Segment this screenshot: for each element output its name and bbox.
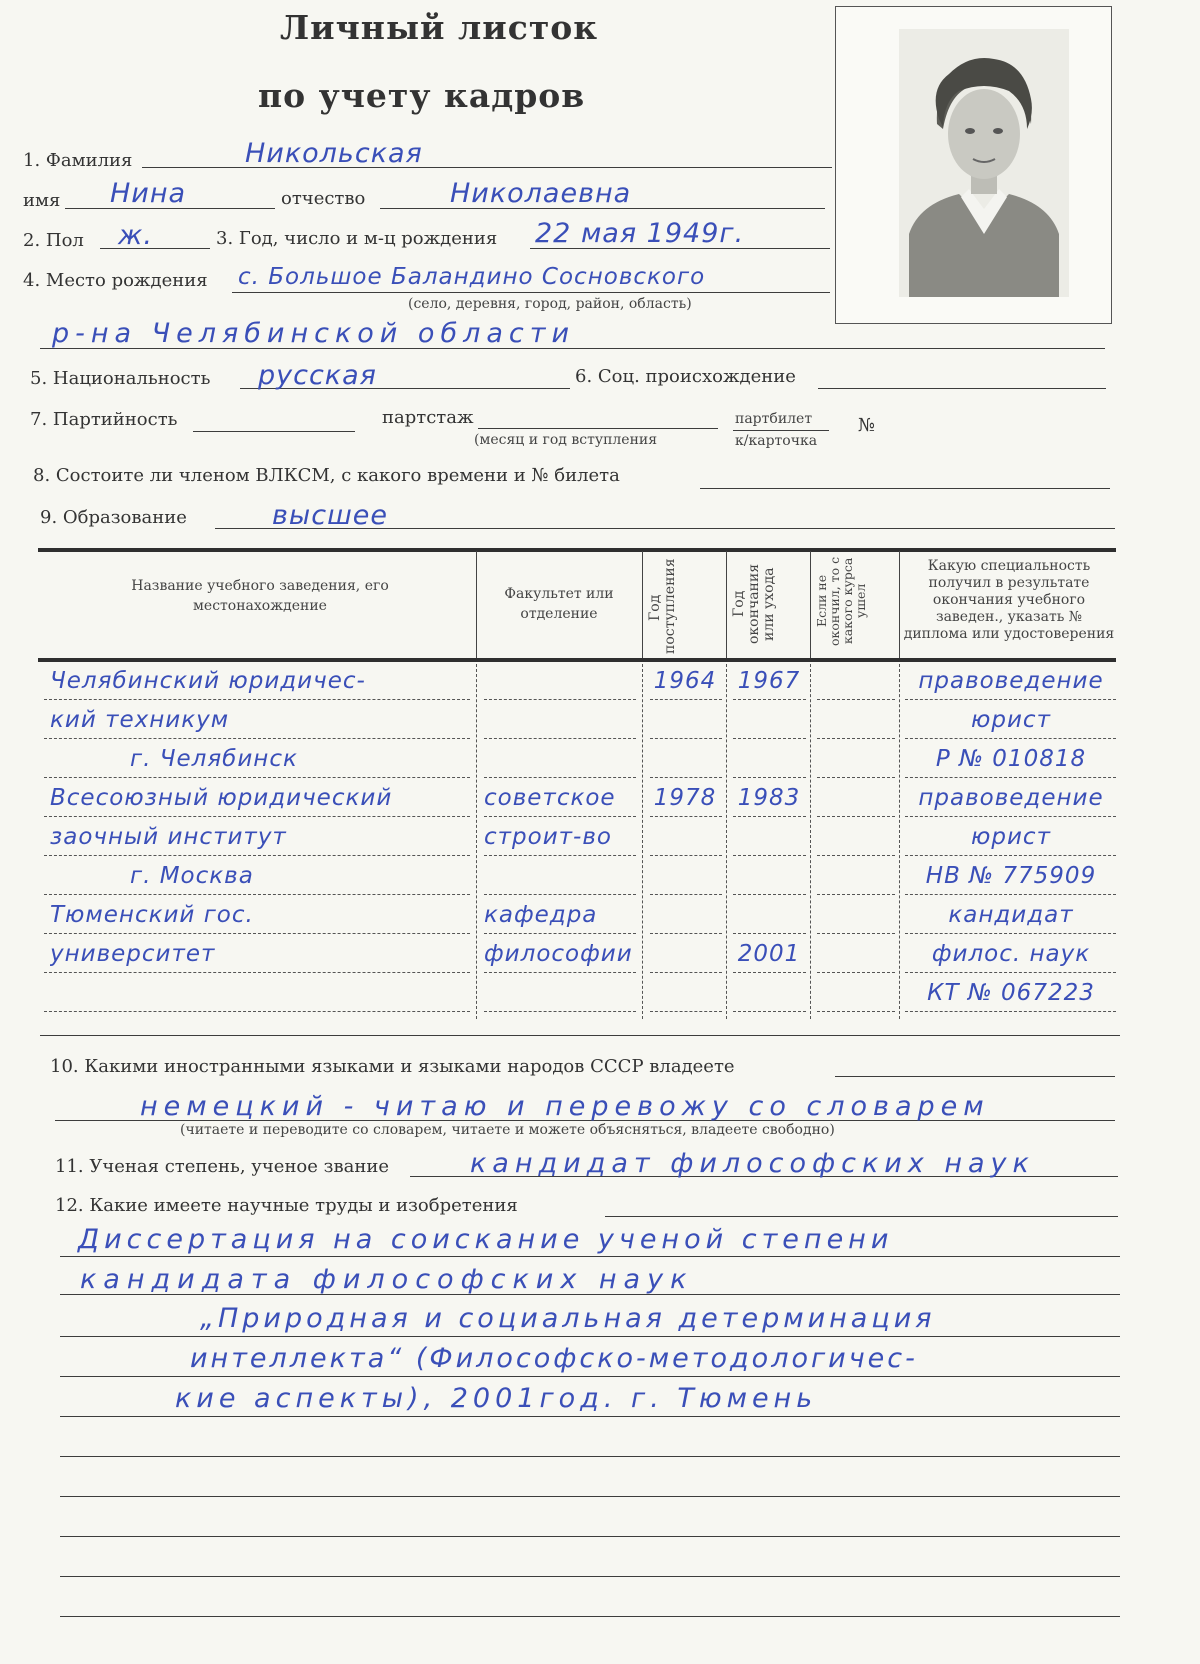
table-cell-institution: кий техникум [50, 709, 230, 732]
table-cell-institution: университет [50, 943, 216, 966]
nationality-value: русская [258, 360, 377, 391]
table-cell-faculty: философии [484, 943, 633, 966]
surname-value: Никольская [245, 138, 423, 169]
table-row-underline [650, 1011, 722, 1012]
sex-underline [100, 248, 210, 249]
works-line-7 [60, 1496, 1120, 1497]
table-row-underline [650, 972, 722, 973]
birthplace-label: 4. Место рождения [23, 270, 208, 291]
table-cell-faculty: строит-во [484, 826, 612, 849]
works-line-1 [60, 1256, 1120, 1257]
table-row-underline [817, 777, 895, 778]
table-row-underline [484, 1011, 636, 1012]
table-column-divider [642, 664, 643, 1019]
partbilet-divider [733, 430, 829, 431]
languages-underline-1 [835, 1076, 1115, 1077]
header-divider-4 [810, 551, 811, 658]
table-cell-year-in: 1978 [653, 787, 717, 810]
table-row-underline [817, 738, 895, 739]
birth-date-value: 22 мая 1949г. [535, 218, 745, 249]
table-column-divider [810, 664, 811, 1019]
table-cell-faculty: кафедра [484, 904, 598, 927]
works-text-5: кие аспекты), 2001год. г. Тюмень [175, 1383, 818, 1414]
table-cell-year-out: 1983 [737, 787, 801, 810]
card-label: к/карточка [735, 433, 818, 449]
header-year-in: Год поступления [647, 558, 678, 654]
vlksm-underline [700, 488, 1110, 489]
nationality-label: 5. Национальность [30, 368, 211, 389]
header-specialty: Какую специальность получил в результате окончания учебного заведен., указать № диплома или удостоверения [903, 558, 1115, 642]
table-cell-specialty: НВ № 775909 [925, 865, 1097, 888]
table-cell-specialty: КТ № 067223 [927, 982, 1095, 1005]
table-cell-institution: Челябинский юридичес- [50, 670, 366, 693]
works-line-6 [60, 1456, 1120, 1457]
table-cell-specialty: юрист [971, 826, 1051, 849]
table-row-underline [650, 738, 722, 739]
languages-label: 10. Какими иностранными языками и языками народов СССР владеете [50, 1056, 735, 1077]
partstazh-hint: (месяц и год вступления [474, 432, 658, 448]
portrait-photo-icon [899, 29, 1069, 297]
table-cell-specialty: правоведение [918, 670, 1104, 693]
table-row-underline [817, 894, 895, 895]
works-line-5 [60, 1416, 1120, 1417]
party-underline [193, 431, 355, 432]
sex-value: ж. [118, 220, 153, 251]
table-cell-specialty: филос. наук [931, 943, 1091, 966]
table-row-underline [905, 933, 1116, 934]
table-cell-specialty: кандидат [948, 904, 1074, 927]
table-cell-specialty: правоведение [918, 787, 1104, 810]
sex-label: 2. Пол [23, 230, 84, 251]
name-value: Нина [110, 178, 187, 209]
patronymic-label: отчество [281, 188, 366, 209]
table-row-underline [817, 855, 895, 856]
table-row-underline [905, 816, 1116, 817]
header-faculty: Факультет или отделение [504, 586, 614, 622]
table-column-divider [899, 664, 900, 1019]
table-row-underline [650, 777, 722, 778]
table-row-underline [484, 972, 636, 973]
table-row-underline [44, 816, 470, 817]
works-label: 12. Какие имеете научные труды и изобретения [55, 1195, 518, 1216]
partbilet-label: партбилет [735, 411, 813, 427]
table-row-underline [484, 933, 636, 934]
table-row-underline [44, 699, 470, 700]
education-value: высшее [272, 500, 389, 531]
table-cell-institution: г. Челябинск [130, 748, 298, 771]
table-cell-year-out: 1967 [737, 670, 801, 693]
works-text-4: интеллекта“ (Философско-методологичес- [190, 1343, 918, 1374]
table-cell-year-in: 1964 [653, 670, 717, 693]
table-row-underline [905, 855, 1116, 856]
degree-label: 11. Ученая степень, ученое звание [55, 1156, 389, 1177]
header-unfinished: Если не окончил, то с какого курса ушел [814, 556, 868, 646]
title-line-1: Личный листок [280, 8, 599, 47]
header-divider-2 [642, 551, 643, 658]
languages-hint: (читаете и переводите со словарем, читаете и можете объясняться, владеете свободно) [180, 1122, 835, 1138]
social-origin-underline [818, 388, 1106, 389]
birthplace-value-2: р-на Челябинской области [52, 318, 576, 349]
table-row-underline [905, 894, 1116, 895]
table-row-underline [905, 972, 1116, 973]
header-divider-1 [476, 551, 477, 658]
table-cell-specialty: юрист [971, 709, 1051, 732]
table-header-border [38, 658, 1116, 662]
table-row-underline [484, 738, 636, 739]
works-text-2: кандидата философских наук [80, 1264, 694, 1295]
table-row-underline [905, 1011, 1116, 1012]
vlksm-label: 8. Состоите ли членом ВЛКСМ, с какого времени и № билета [33, 465, 620, 486]
table-row-underline [733, 1011, 806, 1012]
table-row-underline [484, 894, 636, 895]
table-row-underline [817, 816, 895, 817]
birthplace-underline-1 [232, 292, 830, 293]
works-line-10 [60, 1616, 1120, 1617]
table-row-underline [484, 855, 636, 856]
table-row-underline [817, 1011, 895, 1012]
table-cell-institution: Тюменский гос. [50, 904, 254, 927]
table-row-underline [905, 777, 1116, 778]
table-row-underline [44, 738, 470, 739]
table-row-underline [44, 777, 470, 778]
table-row-underline [733, 972, 806, 973]
table-row-underline [905, 699, 1116, 700]
table-row-underline [650, 855, 722, 856]
table-row-underline [44, 933, 470, 934]
education-label: 9. Образование [40, 507, 187, 528]
table-row-underline [733, 894, 806, 895]
table-cell-institution: Всесоюзный юридический [50, 787, 393, 810]
birthplace-value-1: с. Большое Баландино Сосновского [238, 264, 706, 290]
degree-value: кандидат философских наук [470, 1148, 1035, 1179]
table-row-underline [650, 816, 722, 817]
table-row-underline [44, 972, 470, 973]
works-line-8 [60, 1536, 1120, 1537]
birth-date-label: 3. Год, число и м-ц рождения [216, 228, 498, 249]
header-year-out: Год окончания или ухода [731, 563, 777, 645]
table-row-underline [817, 699, 895, 700]
table-cell-year-out: 2001 [737, 943, 801, 966]
works-text-3: „Природная и социальная детерминация [200, 1303, 936, 1334]
table-top-border [38, 548, 1116, 552]
table-row-underline [44, 1011, 470, 1012]
table-row-underline [733, 777, 806, 778]
works-line-3 [60, 1336, 1120, 1337]
table-row-underline [905, 738, 1116, 739]
works-line-9 [60, 1576, 1120, 1577]
works-text-1: Диссертация на соискание ученой степени [78, 1224, 894, 1255]
table-row-underline [44, 855, 470, 856]
header-divider-3 [726, 551, 727, 658]
photo-frame [835, 6, 1112, 324]
table-cell-institution: г. Москва [130, 865, 254, 888]
table-row-underline [817, 933, 895, 934]
table-row-underline [484, 777, 636, 778]
partstazh-label: партстаж [382, 407, 474, 428]
table-column-divider [726, 664, 727, 1019]
table-row-underline [650, 699, 722, 700]
table-row-underline [733, 738, 806, 739]
header-institution: Название учебного заведения, его местонахождение [131, 578, 389, 614]
table-cell-faculty: советское [484, 787, 616, 810]
table-row-underline [484, 699, 636, 700]
table-row-underline [733, 816, 806, 817]
languages-value: немецкий - читаю и перевожу со словарем [140, 1091, 990, 1122]
birthplace-hint: (село, деревня, город, район, область) [408, 296, 692, 312]
works-line-4 [60, 1376, 1120, 1377]
name-label: имя [23, 190, 61, 211]
social-origin-label: 6. Соц. происхождение [575, 366, 796, 387]
partstazh-underline [478, 428, 718, 429]
table-row-underline [817, 972, 895, 973]
party-label: 7. Партийность [30, 409, 178, 430]
table-cell-institution: заочный институт [50, 826, 287, 849]
party-number-sign: № [858, 415, 876, 436]
table-row-underline [733, 855, 806, 856]
surname-label: 1. Фамилия [23, 150, 133, 171]
title-line-2: по учету кадров [258, 76, 586, 115]
table-row-underline [733, 699, 806, 700]
table-row-underline [484, 816, 636, 817]
table-row-underline [44, 894, 470, 895]
table-row-underline [650, 894, 722, 895]
table-cell-specialty: Р № 010818 [935, 748, 1087, 771]
table-column-divider [476, 664, 477, 1019]
table-row-underline [733, 933, 806, 934]
table-bottom-border [40, 1035, 1120, 1036]
header-divider-5 [899, 551, 900, 658]
works-underline-0 [605, 1216, 1118, 1217]
table-row-underline [650, 933, 722, 934]
patronymic-value: Николаевна [450, 178, 632, 209]
